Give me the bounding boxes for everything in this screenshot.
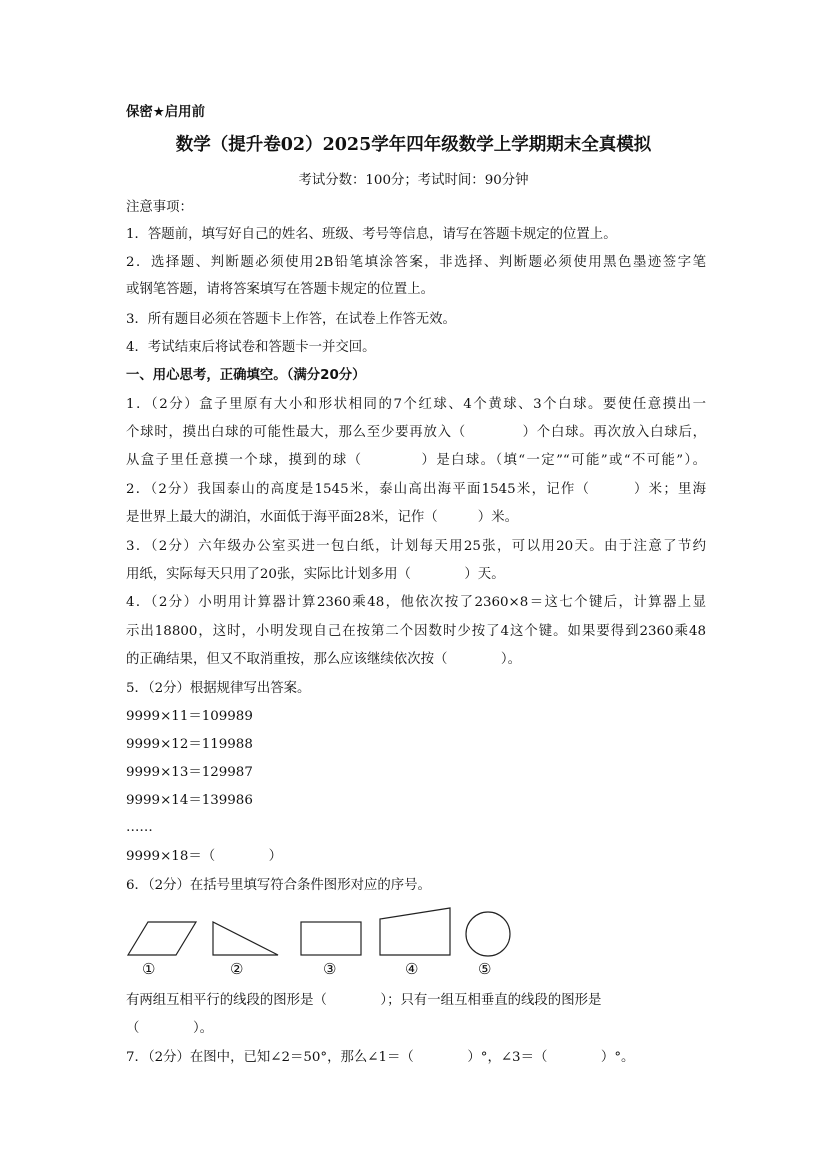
- exam-info: 考试分数：100分；考试时间：90分钟: [298, 173, 529, 188]
- question-4-line: 的正确结果，但又不取消重按，那么应该继续依次按（ ）。: [126, 652, 522, 667]
- shape-figures: [120, 905, 520, 985]
- shape-label: ④: [405, 960, 419, 978]
- question-3-line: 用纸，实际每天只用了20张，实际比计划多用（ ）天。: [126, 567, 505, 582]
- pattern-row-answer: 9999×18＝（ ）: [126, 849, 283, 864]
- question-3-line: 3．（2分）六年级办公室买进一包白纸，计划每天用25张，可以用20天。由于注意了节约: [126, 539, 706, 554]
- question-6-answer: （ ）。: [126, 1021, 214, 1036]
- question-6-stem: 6．（2分）在括号里填写符合条件图形对应的序号。: [126, 878, 431, 893]
- confidential-label: 保密★启用前: [126, 105, 205, 120]
- notice-heading: 注意事项：: [126, 200, 193, 215]
- question-1-line: 个球时，摸出白球的可能性最大，那么至少要再放入（ ）个白球。再次放入白球后，: [126, 425, 706, 440]
- question-5-stem: 5．（2分）根据规律写出答案。: [126, 681, 311, 696]
- right-triangle-shape: [213, 922, 278, 955]
- notice-item: 1．答题前，填写好自己的姓名、班级、考号等信息，请写在答题卡规定的位置上。: [126, 227, 617, 242]
- question-4-line: 示出18800，这时，小明发现自己在按第二个因数时少按了4这个键。如果要得到2360乘48: [126, 624, 706, 639]
- trapezoid-shape: [380, 908, 450, 955]
- question-1-line: 1．（2分）盒子里原有大小和形状相同的7个红球、4个黄球、3个白球。要使任意摸出一: [126, 397, 706, 412]
- question-1-line: 从盒子里任意摸一个球，摸到的球（ ）是白球。（填“一定”“可能”或“不可能”）。: [126, 453, 706, 468]
- notice-item: 3．所有题目必须在答题卡上作答，在试卷上作答无效。: [126, 312, 456, 327]
- shape-label: ⑤: [478, 960, 492, 978]
- question-4-line: 4．（2分）小明用计算器计算2360乘48，他依次按了2360×8＝这七个键后，计算器上显: [126, 595, 706, 610]
- pattern-row: 9999×12＝119988: [126, 737, 253, 752]
- pattern-row: 9999×13＝129987: [126, 765, 253, 780]
- notice-item: 或钢笔答题，请将答案填写在答题卡规定的位置上。: [126, 282, 434, 297]
- notice-item: 4．考试结束后将试卷和答题卡一并交回。: [126, 340, 376, 355]
- shape-label: ②: [230, 960, 244, 978]
- rectangle-shape: [301, 922, 361, 955]
- pattern-row: 9999×11＝109989: [126, 709, 253, 724]
- shape-label: ③: [323, 960, 337, 978]
- parallelogram-shape: [128, 922, 196, 955]
- section-heading: 一、用心思考，正确填空。（满分20分）: [126, 368, 366, 383]
- shape-label: ①: [142, 960, 156, 978]
- page-title: 数学（提升卷02）2025学年四年级数学上学期期末全真模拟: [175, 135, 652, 155]
- notice-item: 2．选择题、判断题必须使用2B铅笔填涂答案，非选择、判断题必须使用黑色墨迹签字笔: [126, 255, 706, 270]
- question-7-line: 7．（2分）在图中，已知∠2＝50°，那么∠1＝（ ）°，∠3＝（ ）°。: [126, 1050, 635, 1065]
- shapes-figure: [120, 905, 520, 985]
- pattern-ellipsis: ……: [126, 820, 153, 835]
- circle-shape: [466, 912, 510, 956]
- question-6-answer: 有两组互相平行的线段的图形是（ ）；只有一组互相垂直的线段的图形是: [126, 993, 602, 1008]
- question-2-line: 2．（2分）我国泰山的高度是1545米，泰山高出海平面1545米，记作（ ）米；里海: [126, 482, 706, 497]
- pattern-row: 9999×14＝139986: [126, 793, 253, 808]
- question-2-line: 是世界上最大的湖泊，水面低于海平面28米，记作（ ）米。: [126, 510, 518, 525]
